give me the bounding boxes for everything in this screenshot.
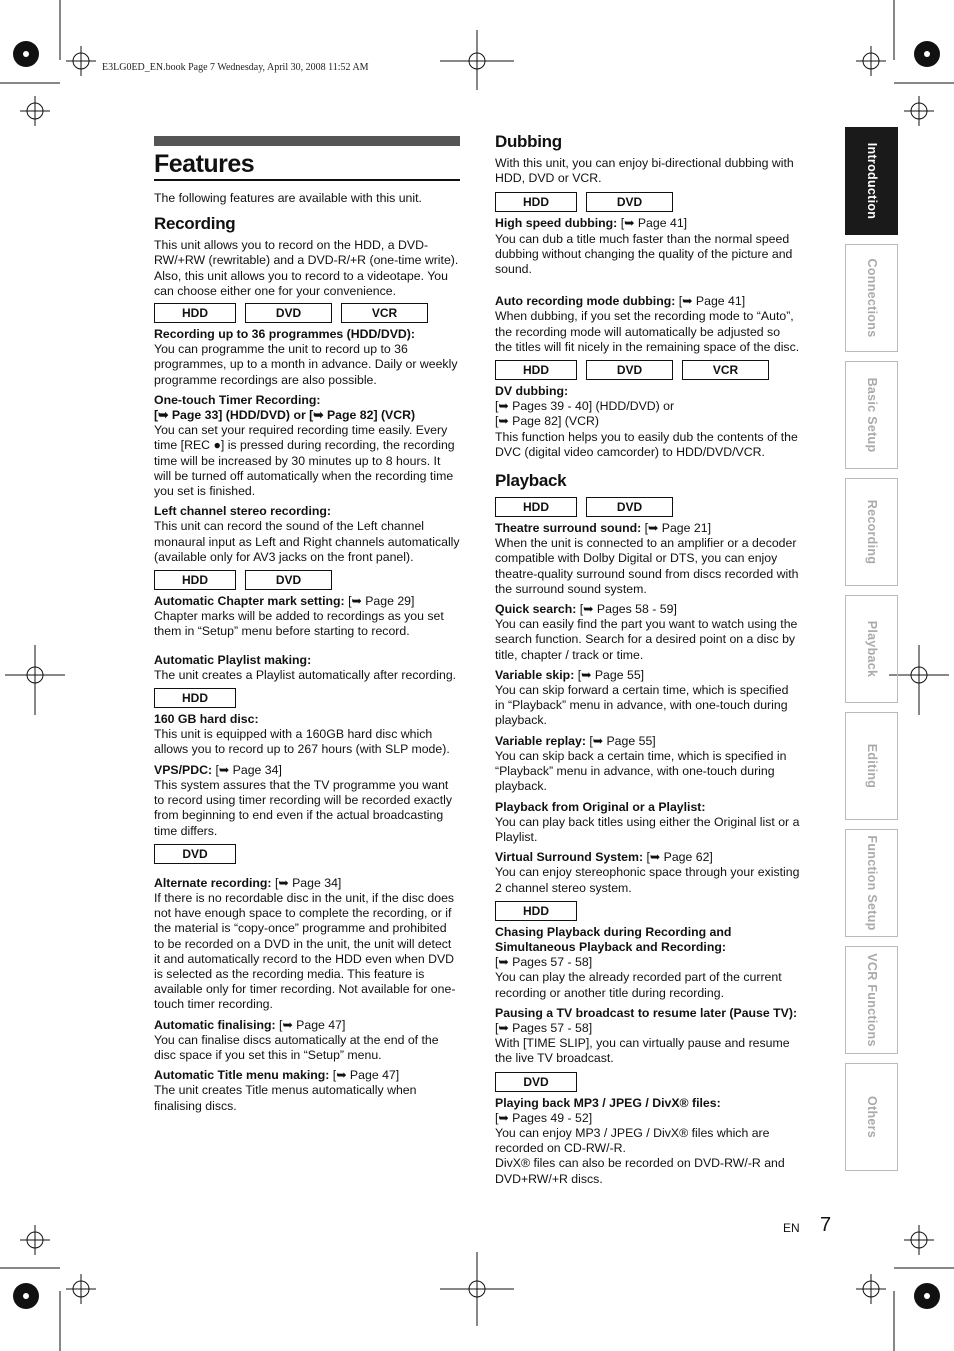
media-box-vcr: VCR: [682, 360, 769, 380]
media-boxes: [154, 688, 460, 708]
media-boxes: [495, 901, 800, 921]
page-reference: [➥ Page 62]: [646, 850, 713, 865]
page-reference: [➥ Page 41]: [678, 294, 746, 309]
media-box-hdd: HDD: [154, 688, 236, 708]
media-boxes: [154, 844, 460, 864]
page-reference: [➥ Page 47]: [279, 1017, 346, 1032]
feature-item: Variable replay: [➥ Page 55] You can skip back a certain time, which is specified in “Playback” menu in advance, with one-touch during playback.: [495, 733, 787, 794]
feature-item: Chasing Playback during Recording and Simultaneous Playback and Recording: [➥ Pages 57 - 58] You can play the already recorded part of the current recording or another title during recording.: [495, 925, 800, 1001]
tab-basic-setup[interactable]: Basic Setup: [845, 361, 898, 469]
page-reference: [➥ Page 82] (VCR): [495, 414, 599, 429]
print-header-info: E3LG0ED_EN.book Page 7 Wednesday, April 30, 2008 11:52 AM: [102, 62, 369, 73]
feature-item: 160 GB hard disc: This unit is equipped with a 160GB hard disc which allows you to record up to 267 hours (with SLP mode).: [154, 712, 450, 757]
dubbing-intro: With this unit, you can enjoy bi-directional dubbing with HDD, DVD or VCR.: [495, 156, 794, 186]
title-rule: [154, 179, 460, 181]
tab-editing[interactable]: Editing: [845, 712, 898, 820]
page-reference: [➥ Page 41]: [620, 216, 688, 231]
page-reference: [➥ Page 33] (HDD/DVD) or [➥ Page 82] (VCR): [154, 408, 416, 423]
feature-item: Auto recording mode dubbing: [➥ Page 41] When dubbing, if you set the recording mode to “Auto”, the recording mode will automatically be adjusted so the titles will fit nicely in the remaining space of the disc.: [495, 294, 800, 354]
media-boxes: [495, 1072, 800, 1092]
tab-recording[interactable]: Recording: [845, 478, 898, 586]
page-reference: [➥ Pages 57 - 58]: [495, 955, 593, 970]
tab-playback[interactable]: Playback: [845, 595, 898, 703]
media-box-dvd: DVD: [245, 303, 332, 323]
feature-item: One-touch Timer Recording: [➥ Page 33] (HDD/DVD) or [➥ Page 82] (VCR) You can set your required recording time easily. Every time [REC ●] is pressed during recording, the recording time will be increased by 30 minutes up to 8 hours. It will be turned off automatically when the recording time you set is finished.: [154, 393, 460, 499]
page-title: Features: [154, 150, 255, 178]
feature-item: Theatre surround sound: [➥ Page 21] When the unit is connected to an amplifier or a decoder compatible with Dolby Digital or DTS, you can enjoy theatre-quality surround sound from discs recorded with the surround sound system.: [495, 521, 799, 596]
page-reference: [➥ Page 21]: [644, 521, 711, 536]
media-boxes: [495, 360, 800, 380]
feature-item: Quick search: [➥ Pages 58 - 59] You can easily find the part you want to watch using the search function. Search for a desired point on a disc by title, chapter / track or time.: [495, 602, 798, 662]
media-boxes: [495, 192, 800, 212]
feature-item: Alternate recording: [➥ Page 34] If there is no recordable disc in the unit, if the disc does not have enough space to complete the recording, or if the material is “copy-once” programme and prohibited to be recorded on a DVD in the unit, the unit will detect it and automatically record to the HDD even when DVD is selected as the recording media. This feature is available only for timer recording. Not available for one-touch timer recording.: [154, 875, 456, 1012]
right-column: [495, 132, 800, 1192]
page-reference: [➥ Pages 58 - 59]: [579, 602, 677, 617]
media-box-dvd: DVD: [154, 844, 236, 864]
page-reference: [➥ Page 34]: [215, 762, 282, 777]
recording-intro: This unit allows you to record on the HDD, a DVD-RW/+RW (rewritable) and a DVD-R/+R (one-time write). Also, this unit allows you to record to a videotape. You can choose either one for your convenience.: [154, 238, 459, 298]
tab-others[interactable]: Others: [845, 1063, 898, 1171]
target-tr: [856, 46, 886, 76]
feature-item: Playing back MP3 / JPEG / DivX® files: [➥ Pages 49 - 52] You can enjoy MP3 / JPEG / DivX® files which are recorded on CD-RW/-R. DivX® files can also be recorded on DVD-RW/-R and DVD+RW/+R discs.: [495, 1096, 800, 1187]
recording-heading: Recording: [154, 214, 236, 234]
feature-item: Recording up to 36 programmes (HDD/DVD): You can programme the unit to record up to 36 programmes, up to a month in advance. Daily or weekly programme recordings are also possible.: [154, 327, 458, 387]
tab-function-setup[interactable]: Function Setup: [845, 829, 898, 937]
media-box-hdd: HDD: [495, 360, 577, 380]
feature-item: DV dubbing: [➥ Pages 39 - 40] (HDD/DVD) or [➥ Page 82] (VCR) This function helps you to easily dub the contents of the DVC (digital video camcorder) to HDD/DVD/VCR.: [495, 384, 800, 460]
media-box-hdd: HDD: [495, 192, 577, 212]
media-box-dvd: DVD: [586, 360, 673, 380]
media-box-hdd: HDD: [495, 901, 577, 921]
tab-vcr-functions[interactable]: VCR Functions: [845, 946, 898, 1054]
feature-item: Automatic Title menu making: [➥ Page 47] The unit creates Title menus automatically when finalising discs.: [154, 1068, 417, 1113]
media-box-dvd: DVD: [586, 497, 673, 517]
feature-item: Automatic finalising: [➥ Page 47] You can finalise discs automatically at the end of the disc space if you set this in “Setup” menu.: [154, 1017, 439, 1062]
target-tl: [66, 46, 96, 76]
media-boxes: [154, 570, 460, 590]
page-number: 7: [820, 1214, 832, 1236]
feature-item: Automatic Chapter mark setting: [➥ Page 29] Chapter marks will be added to recordings as you set them in “Setup” menu before starting to record.: [154, 594, 444, 639]
dubbing-heading: Dubbing: [495, 132, 562, 151]
page-reference: [➥ Page 47]: [332, 1068, 400, 1083]
playback-heading: Playback: [495, 471, 567, 491]
page-reference: [➥ Page 55]: [577, 667, 645, 682]
feature-item: Left channel stereo recording: This unit can record the sound of the Left channel monaural input as Left and Right channels automatically (available only for AV3 jacks on the front panel).: [154, 504, 460, 564]
media-box-hdd: HDD: [154, 570, 236, 590]
feature-item: VPS/PDC: [➥ Page 34] This system assures that the TV programme you want to record using timer recording will be recorded exactly from beginning to end even if the actual broadcasting time differs.: [154, 762, 452, 838]
left-column: [154, 136, 460, 1119]
page-reference: [➥ Page 29]: [348, 594, 415, 609]
intro-text: The following features are available with this unit.: [154, 191, 422, 205]
footer-language: EN: [783, 1221, 800, 1235]
feature-item: Virtual Surround System: [➥ Page 62] You can enjoy stereophonic space through your existing 2 channel stereo system.: [495, 850, 800, 895]
page-reference: [➥ Pages 49 - 52]: [495, 1110, 593, 1125]
page-reference: [➥ Pages 57 - 58]: [495, 1020, 593, 1035]
title-bar: [154, 136, 460, 146]
media-box-vcr: VCR: [341, 303, 428, 323]
feature-item: Playback from Original or a Playlist: You can play back titles using either the Original list or a Playlist.: [495, 799, 800, 844]
page-reference: [➥ Page 34]: [274, 875, 342, 890]
media-box-dvd: DVD: [495, 1072, 577, 1092]
media-box-dvd: DVD: [586, 192, 673, 212]
page-reference: [➥ Pages 39 - 40] (HDD/DVD) or: [495, 399, 675, 414]
page-reference: [➥ Page 55]: [589, 733, 656, 748]
tab-connections[interactable]: Connections: [845, 244, 898, 352]
feature-item: Automatic Playlist making: The unit creates a Playlist automatically after recording.: [154, 652, 457, 682]
media-box-hdd: HDD: [154, 303, 236, 323]
feature-item: High speed dubbing: [➥ Page 41] You can dub a title much faster than the normal speed dubbing without changing the quality of the picture and sound.: [495, 216, 793, 277]
media-boxes: [495, 497, 800, 517]
media-box-hdd: HDD: [495, 497, 577, 517]
media-boxes: [154, 303, 460, 323]
tab-introduction[interactable]: Introduction: [845, 127, 898, 235]
feature-item: Pausing a TV broadcast to resume later (Pause TV): [➥ Pages 57 - 58] With [TIME SLIP], you can virtually pause and resume the live TV broadcast.: [495, 1006, 800, 1067]
media-box-dvd: DVD: [245, 570, 332, 590]
feature-item: Variable skip: [➥ Page 55] You can skip forward a certain time, which is specified in “Playback” menu in advance, with one-touch during playback.: [495, 667, 789, 728]
